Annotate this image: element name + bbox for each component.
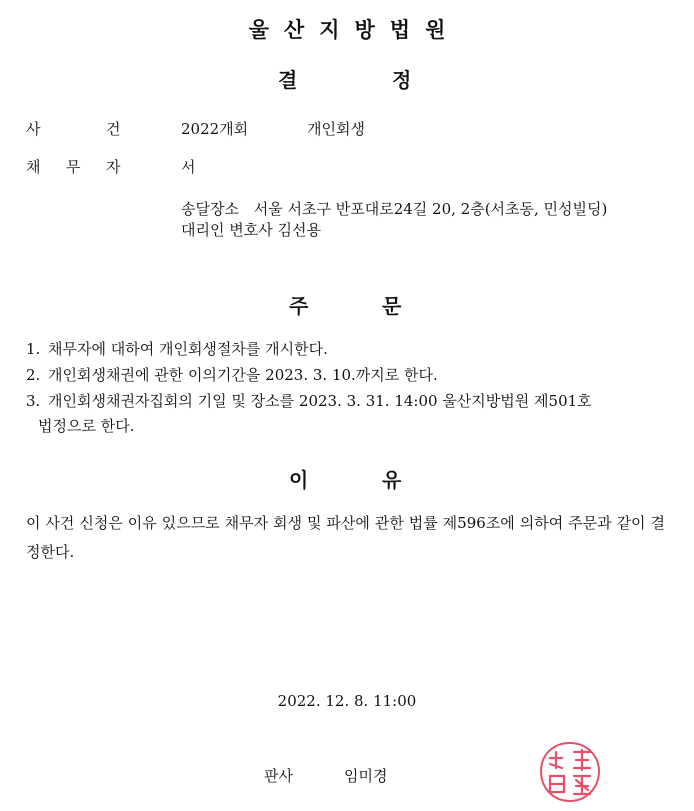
court-title: 울산지방법원 [248, 18, 461, 42]
order-item-text: 채무자에 대하여 개인회생절차를 개시한다. [48, 340, 328, 358]
case-label-char-1: 사 [26, 120, 41, 138]
service-address-value: 서울 서초구 반포대로24길 20, 2층(서초동, 민성빌딩) [253, 200, 608, 218]
reason-heading-char-2: 유 [382, 468, 402, 492]
debtor-row [0, 156, 694, 178]
order-item-text-continued: 법정으로 한다. [38, 417, 135, 435]
debtor-name: 서 [181, 158, 196, 176]
judge-title: 판사 [264, 767, 293, 785]
official-seal-icon [538, 740, 602, 804]
case-row [0, 118, 694, 140]
case-number: 2022개회 [181, 120, 249, 138]
order-heading [0, 290, 694, 316]
debtor-label-char-2: 무 [66, 158, 81, 176]
order-item-continuation [26, 413, 668, 439]
order-heading-char-2: 문 [382, 294, 402, 318]
order-item-number: 3. [26, 392, 41, 410]
debtor-label-char-1: 채 [26, 158, 41, 176]
legal-agent: 대리인 변호사 김선용 [181, 221, 321, 239]
service-address [181, 198, 607, 219]
order-item [26, 336, 668, 362]
doc-type-char-1: 결 [278, 68, 298, 92]
reason-heading-char-1: 이 [289, 468, 309, 492]
case-name: 개인회생 [307, 120, 365, 138]
decision-date: 2022. 12. 8. 11:00 [277, 692, 417, 710]
debtor-label-char-3: 자 [106, 158, 121, 176]
order-item-text: 개인회생채권에 관한 이의기간을 2023. 3. 10.까지로 한다. [48, 366, 438, 384]
service-address-label: 송달장소 [181, 200, 239, 218]
case-label-char-2: 건 [106, 120, 121, 138]
order-heading-char-1: 주 [289, 294, 309, 318]
order-item-text: 개인회생채권자집회의 기일 및 장소를 2023. 3. 31. 14:00 울산지방법원 제501호 [48, 392, 592, 410]
order-item [26, 362, 668, 388]
reason-text: 이 사건 신청은 이유 있으므로 채무자 회생 및 파산에 관한 법률 제596조에 의하여 주문과 같이 결정한다. [26, 514, 665, 561]
doc-type-char-2: 정 [392, 68, 412, 92]
order-item [26, 388, 668, 414]
judge-name: 임미경 [344, 767, 388, 785]
order-item-number: 2. [26, 366, 41, 384]
reason-heading [0, 464, 694, 490]
order-item-number: 1. [26, 340, 41, 358]
doc-type-heading [0, 64, 694, 90]
